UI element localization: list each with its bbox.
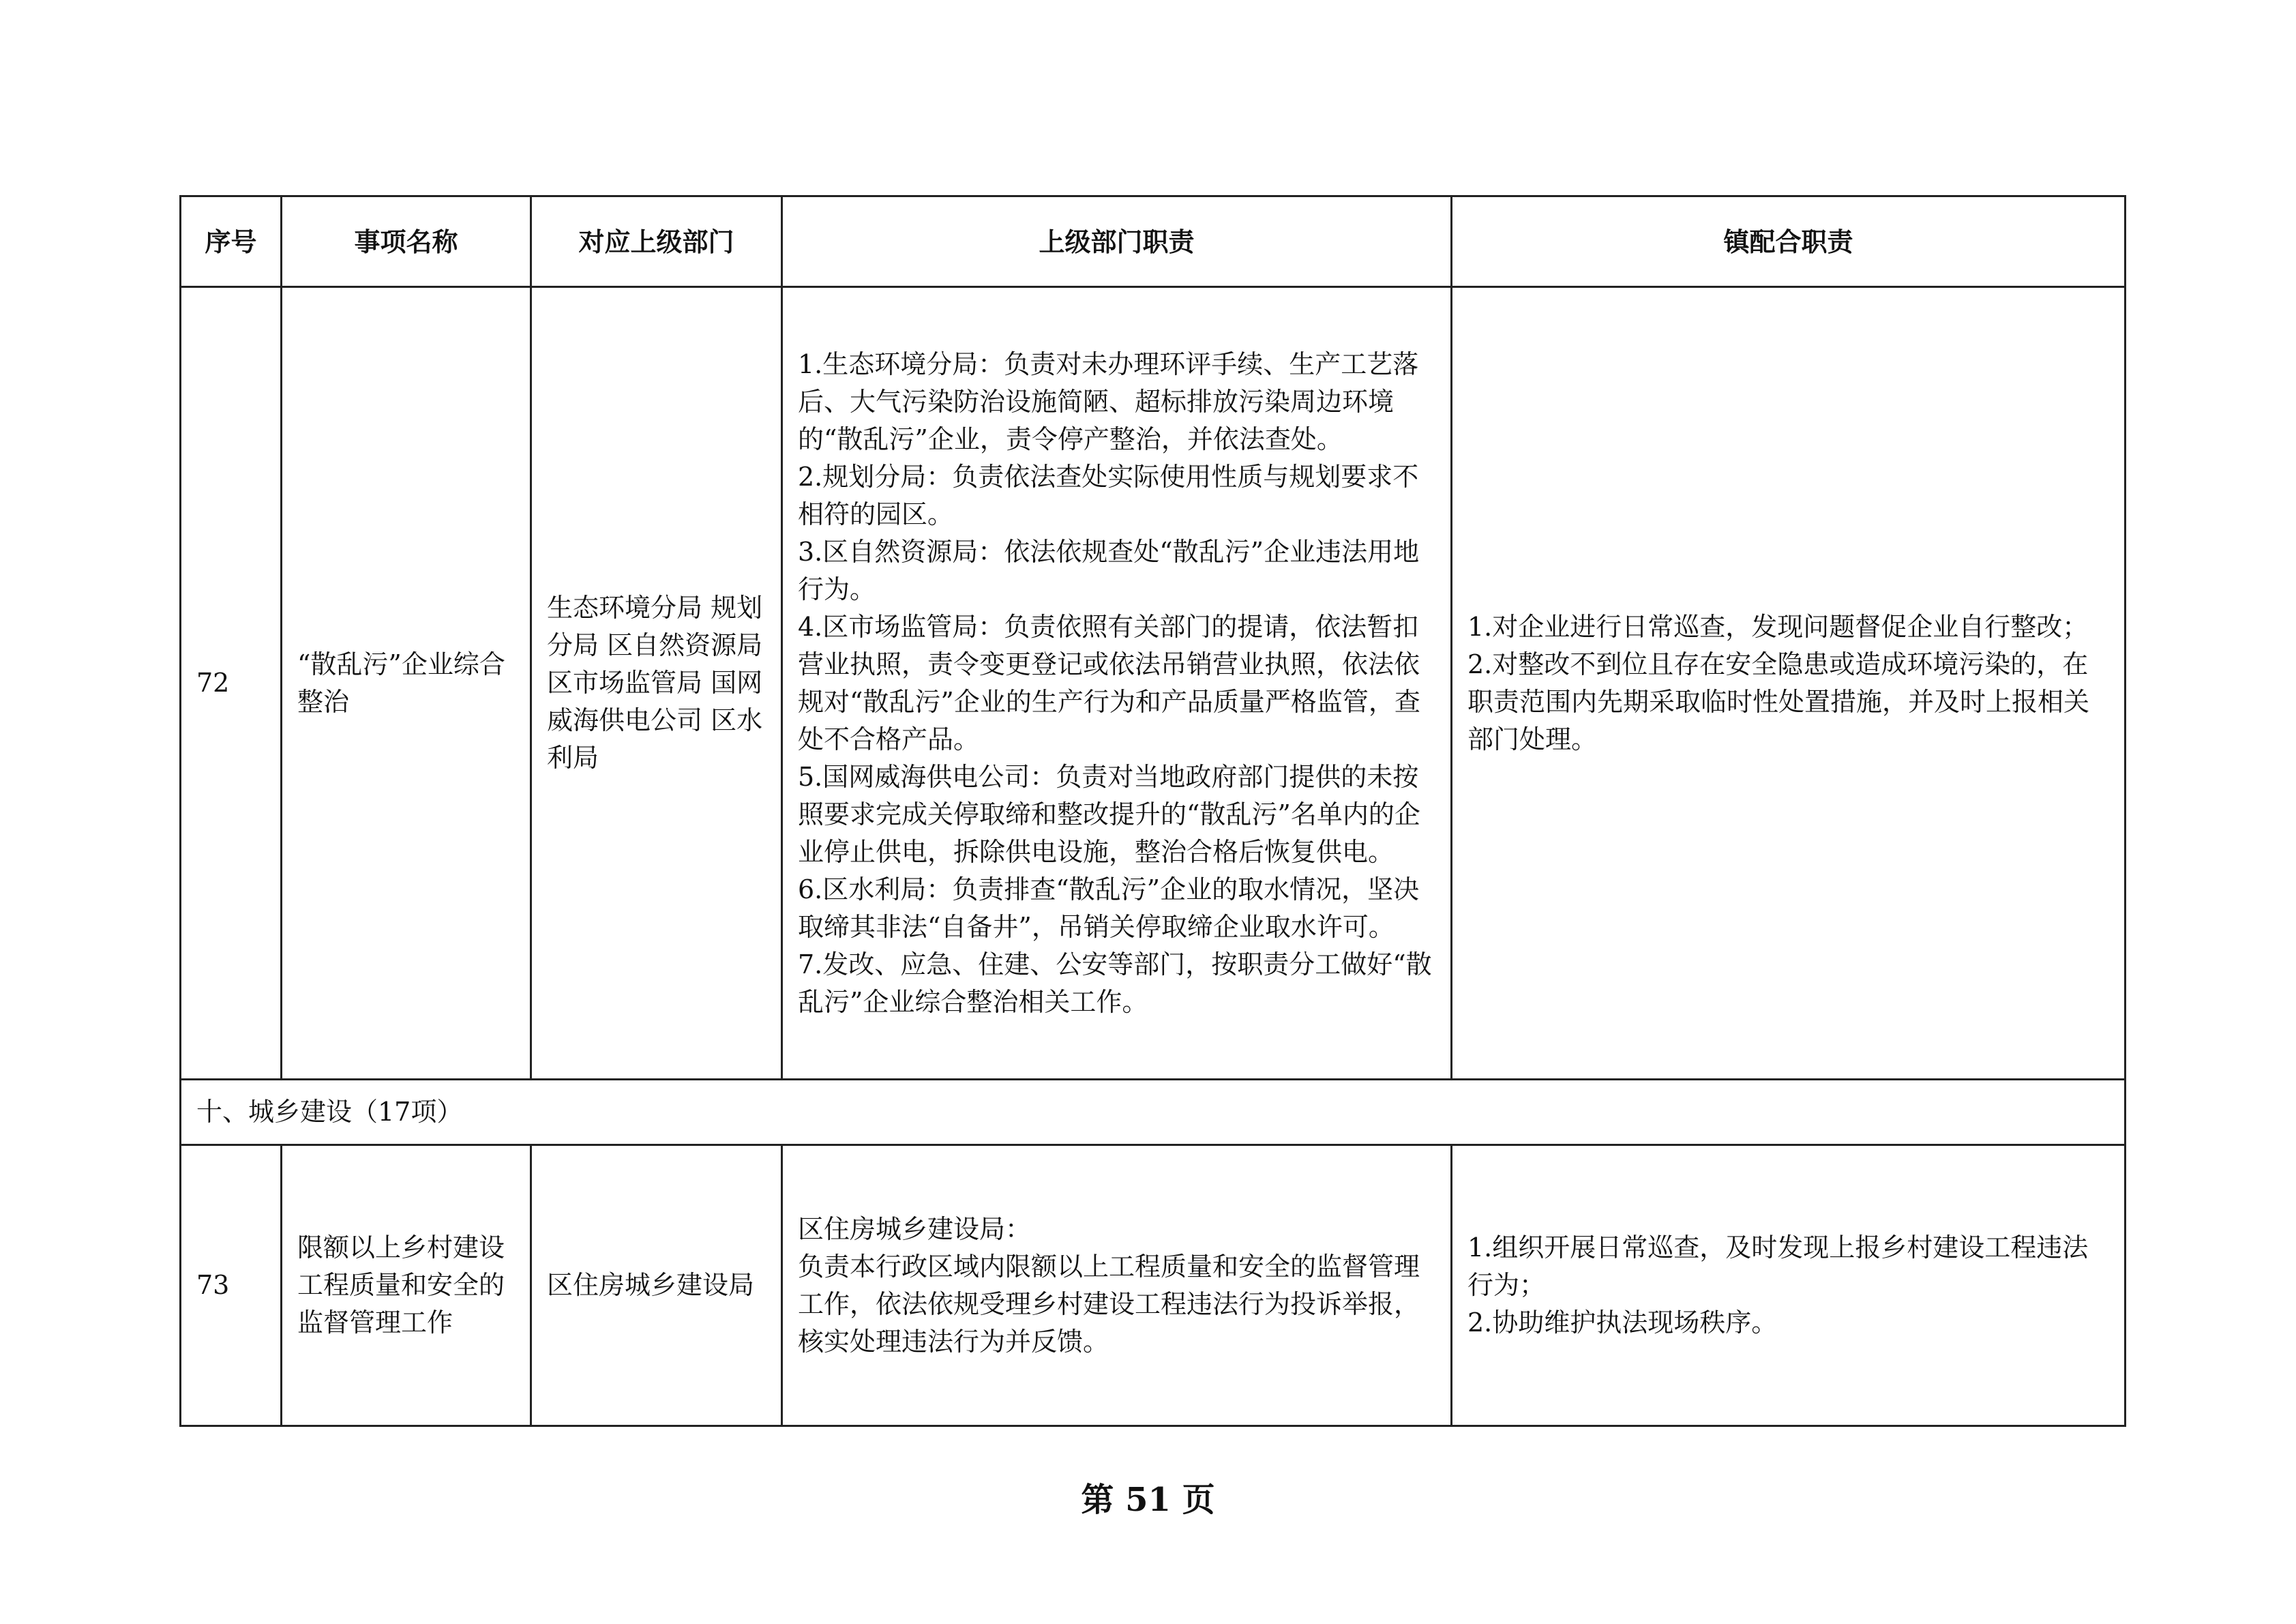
header-superior-duty: 上级部门职责 (782, 196, 1452, 287)
row-item-name: “散乱污”企业综合整治 (282, 287, 531, 1080)
duty-line: 6.区水利局：负责排查“散乱污”企业的取水情况，坚决取缔其非法“自备井”，吊销关停取缔企业取水许可。 (798, 874, 1420, 942)
duty-line: 5.国网威海供电公司：负责对当地政府部门提供的未按照要求完成关停取缔和整改提升的“散乱污”名单内的企业停止供电，拆除供电设施，整治合格后恢复供电。 (798, 761, 1420, 867)
duty-line: 4.区市场监管局：负责依照有关部门的提请，依法暂扣营业执照，责令变更登记或依法吊销营业执照，依法依规对“散乱污”企业的生产行为和产品质量严格监管，查处不合格产品。 (798, 611, 1420, 754)
town-duty-line: 1.对企业进行日常巡查，发现问题督促企业自行整改； (1467, 611, 2089, 642)
section-title: 十、城乡建设（17项） (181, 1080, 2126, 1145)
town-duty-line: 2.对整改不到位且存在安全隐患或造成环境污染的，在职责范围内先期采取临时性处置措施，并及时上报相关部门处理。 (1467, 649, 2090, 754)
duty-line: 1.生态环境分局：负责对未办理环评手续、生产工艺落后、大气污染防治设施简陋、超标排放污染周边环境的“散乱污”企业，责令停产整治，并依法查处。 (798, 349, 1419, 454)
duty-line: 7.发改、应急、住建、公安等部门，按职责分工做好“散乱污”企业综合整治相关工作。 (798, 949, 1432, 1017)
table-header-row (181, 196, 2126, 287)
row-town-duty (1452, 287, 2126, 1080)
row-superior-duty (782, 287, 1452, 1080)
row-seq: 73 (181, 1145, 282, 1426)
town-duty-line: 1.组织开展日常巡查，及时发现上报乡村建设工程违法行为； (1467, 1232, 2089, 1300)
row-superior-duty (782, 1145, 1452, 1426)
duty-line: 2.规划分局：负责依法查处实际使用性质与规划要求不相符的园区。 (798, 461, 1419, 529)
duty-line: 区住房城乡建设局： (798, 1213, 1032, 1244)
table-row-72 (181, 287, 2126, 1080)
header-superior-dept: 对应上级部门 (531, 196, 782, 287)
page-number: 第 51 页 (1081, 1481, 1215, 1519)
table-row-73 (181, 1145, 2126, 1426)
header-item-name: 事项名称 (282, 196, 531, 287)
responsibility-table (179, 195, 2126, 1427)
row-town-duty (1452, 1145, 2126, 1426)
header-town-duty: 镇配合职责 (1452, 196, 2126, 287)
row-superior-dept: 生态环境分局 规划分局 区自然资源局 区市场监管局 国网威海供电公司 区水利局 (531, 287, 782, 1080)
row-seq: 72 (181, 287, 282, 1080)
row-item-name: 限额以上乡村建设工程质量和安全的监督管理工作 (282, 1145, 531, 1426)
section-row (181, 1080, 2126, 1145)
header-seq: 序号 (181, 196, 282, 287)
duty-line: 负责本行政区域内限额以上工程质量和安全的监督管理工作，依法依规受理乡村建设工程违法行为投诉举报，核实处理违法行为并反馈。 (798, 1251, 1420, 1357)
duty-line: 3.区自然资源局：依法依规查处“散乱污”企业违法用地行为。 (798, 536, 1420, 604)
town-duty-line: 2.协助维护执法现场秩序。 (1467, 1308, 1778, 1338)
row-superior-dept: 区住房城乡建设局 (531, 1145, 782, 1426)
